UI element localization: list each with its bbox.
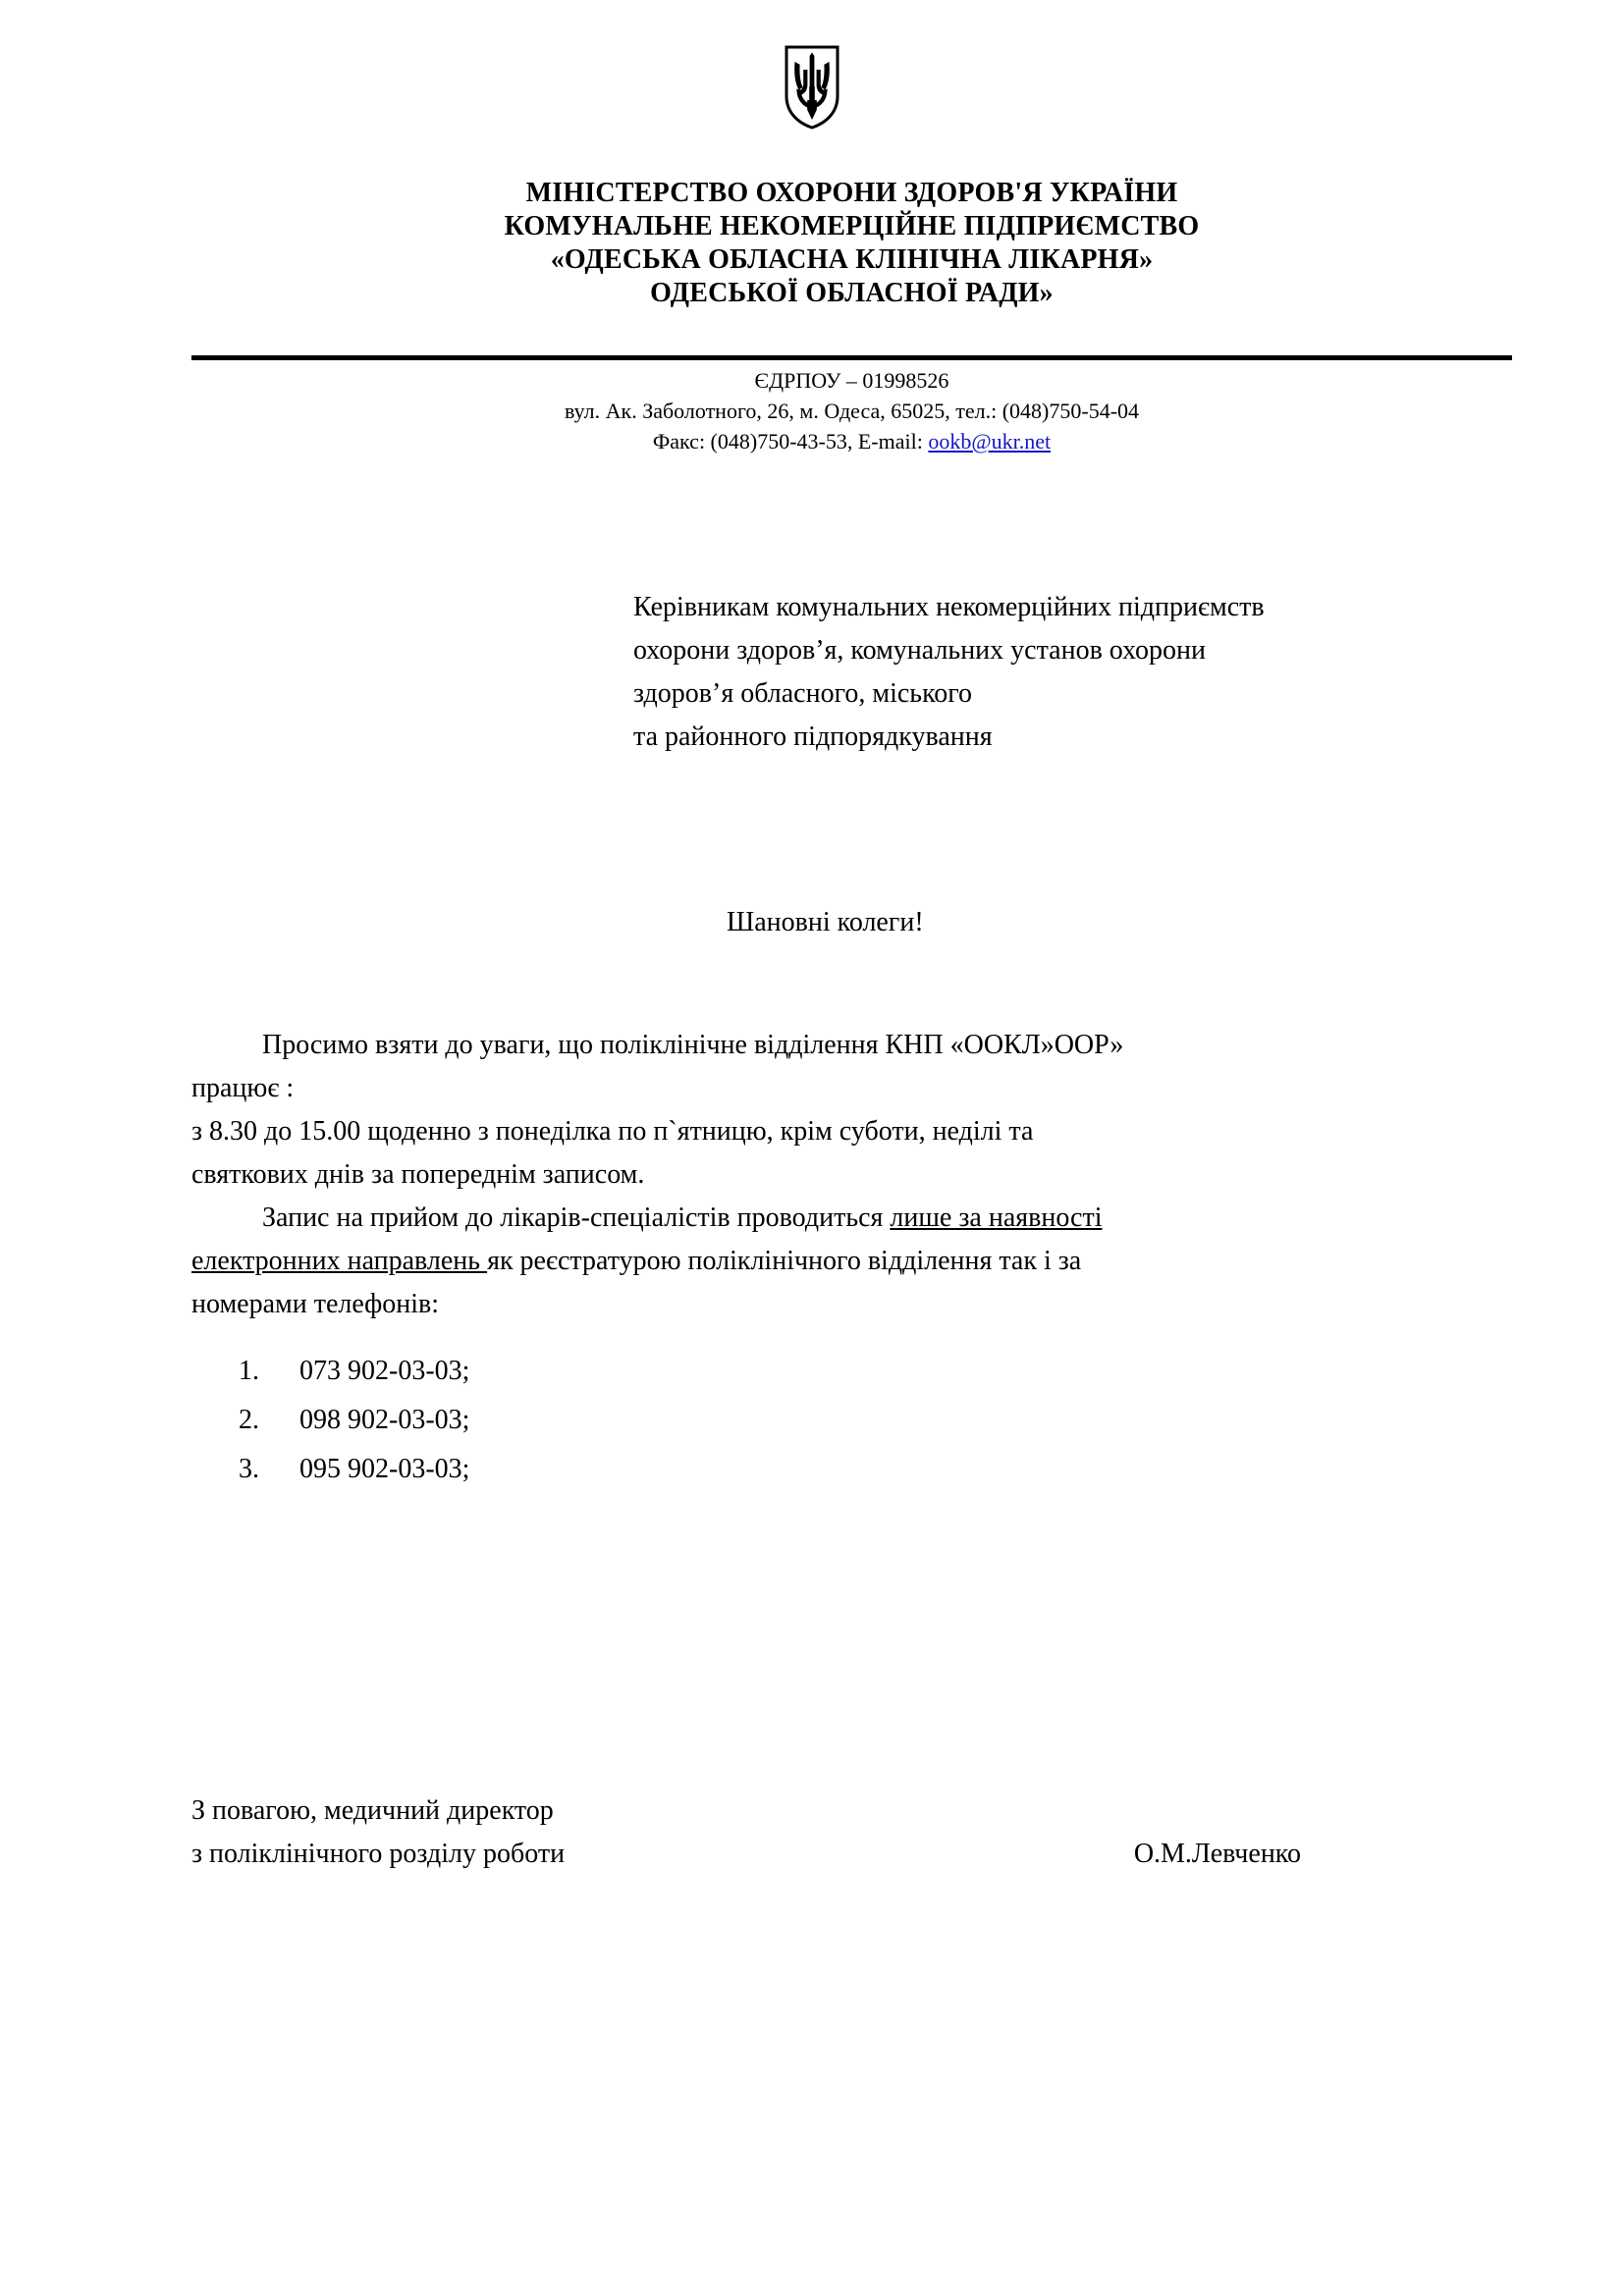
phone-number-2: 098 902-03-03; [299,1405,470,1435]
signature-row [191,1833,1478,1876]
referral-emphasis-b: електронних направлень [191,1246,488,1276]
body-paragraph-3-line-3: номерами телефонів: [191,1289,440,1319]
coat-of-arms-container [0,45,1624,130]
signature-title-line-2: з поліклінічного розділу роботи [191,1839,566,1869]
address-line: вул. Ак. Заболотного, 26, м. Одеса, 65025, тел.: (048)750-54-04 [564,399,1140,423]
org-line-hospital: «ОДЕСЬКА ОБЛАСНА КЛІНІЧНА ЛІКАРНЯ» [550,244,1154,275]
letterhead-title [191,177,1512,310]
org-line-ministry: МІНІСТЕРСТВО ОХОРОНИ ЗДОРОВ'Я УКРАЇНИ [525,178,1178,208]
addressee-line-3: здоров’я обласного, міського [633,678,973,709]
list-item [191,1445,879,1494]
org-line-council: ОДЕСЬКОЇ ОБЛАСНОЇ РАДИ» [650,278,1054,308]
body-paragraph-1-line-1: Просимо взяти до уваги, що поліклінічне відділення КНП «ООКЛ»ООР» [262,1030,1124,1060]
body-paragraph-1-line-2: працює : [191,1073,295,1103]
list-item [191,1396,879,1445]
phone-number-list [191,1347,879,1494]
referral-tail-text: як реєстратурою поліклінічного відділення так і за [487,1246,1082,1276]
letter-body [191,1024,1478,1326]
referral-lead-text: Запис на прийом до лікарів-спеціалістів проводиться [262,1202,891,1233]
signature-block [191,1789,1478,1876]
phone-number-3: 095 902-03-03; [299,1454,470,1484]
signature-title-line-1: З повагою, медичний директор [191,1795,554,1826]
addressee-line-1: Керівникам комунальних некомерційних підприємств [633,592,1265,622]
fax-label: Факс: (048)750-43-53, E-mail: [652,429,929,454]
body-paragraph-2-line-1: з 8.30 до 15.00 щоденно з понеділка по п`ятницю, крім суботи, неділі та [191,1116,1034,1147]
phone-index-2: 2. [239,1405,259,1435]
list-item [191,1347,879,1396]
signatory-name: О.М.Левченко [1133,1839,1301,1869]
ukrainian-trident-icon [784,45,840,130]
letterhead-divider [191,355,1512,360]
addressee-line-4: та районного підпорядкування [633,721,993,752]
addressee-line-2: охорони здоров’я, комунальних установ охорони [633,635,1207,666]
email-link[interactable]: ookb@ukr.net [928,429,1052,454]
body-paragraph-2-line-2: святкових днів за попереднім записом. [191,1159,645,1190]
fax-email-line [191,426,1512,456]
edrpou-line: ЄДРПОУ – 01998526 [754,368,949,393]
addressee-block [633,586,1497,759]
phone-index-1: 1. [239,1356,259,1386]
referral-emphasis-a: лише за наявності [890,1202,1103,1233]
body-paragraph-3-line-2 [191,1240,1478,1283]
letterhead-contacts [191,365,1512,456]
greeting-line: Шановні колеги! [727,907,924,937]
body-paragraph-3-line-1 [191,1197,1478,1240]
phone-index-3: 3. [239,1454,259,1484]
phone-number-1: 073 902-03-03; [299,1356,470,1386]
org-line-enterprise: КОМУНАЛЬНЕ НЕКОМЕРЦІЙНЕ ПІДПРИЄМСТВО [504,211,1200,241]
